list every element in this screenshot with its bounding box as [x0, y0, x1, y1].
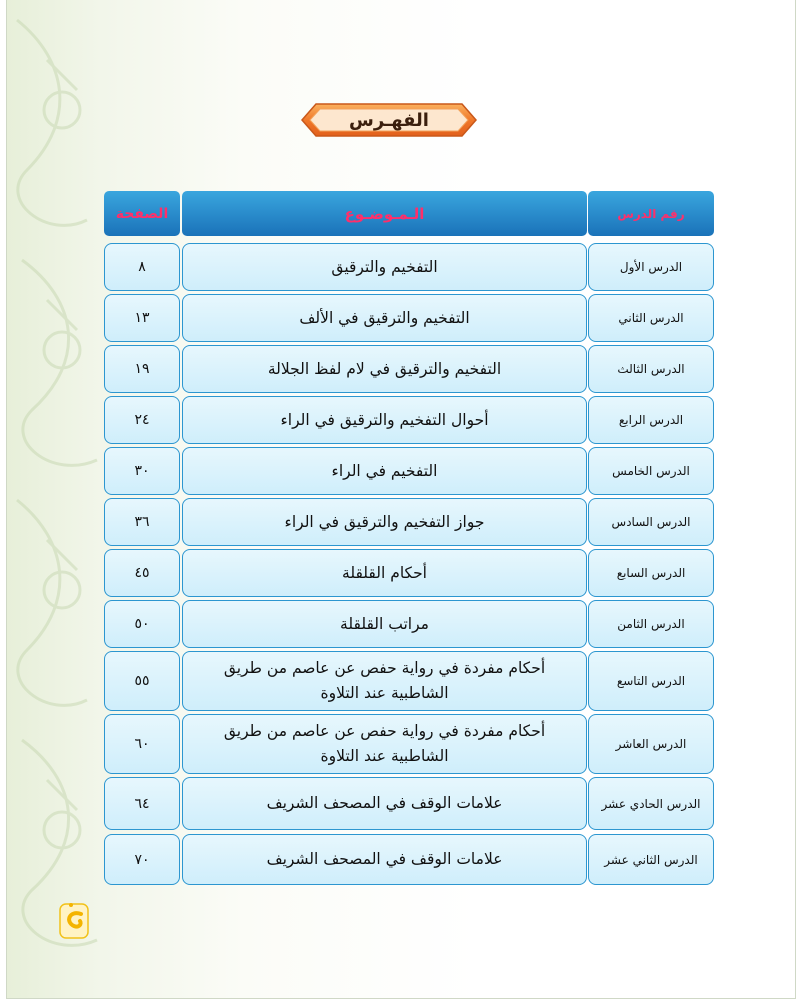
row-topic: التفخيم في الراء: [182, 447, 587, 495]
row-page: ٢٤: [104, 396, 180, 444]
row-topic: أحكام مفردة في رواية حفص عن عاصم من طريق الشاطبية عند التلاوة: [182, 714, 587, 774]
row-lesson: الدرس التاسع: [588, 651, 714, 711]
row-topic: أحكام مفردة في رواية حفص عن عاصم من طريق الشاطبية عند التلاوة: [182, 651, 587, 711]
publisher-logo-icon: [59, 900, 89, 940]
row-topic: التفخيم والترقيق: [182, 243, 587, 291]
row-page: ٨: [104, 243, 180, 291]
row-page: ١٩: [104, 345, 180, 393]
row-lesson: الدرس السادس: [588, 498, 714, 546]
row-lesson: الدرس الثامن: [588, 600, 714, 648]
header-lesson: رقم الدرس: [588, 191, 714, 236]
row-lesson: الدرس العاشر: [588, 714, 714, 774]
row-page: ٥٥: [104, 651, 180, 711]
row-topic: أحوال التفخيم والترقيق في الراء: [182, 396, 587, 444]
row-topic: علامات الوقف في المصحف الشريف: [182, 777, 587, 830]
row-page: ٦٠: [104, 714, 180, 774]
page: [6, 0, 796, 999]
row-topic: أحكام القلقلة: [182, 549, 587, 597]
row-lesson: الدرس الثاني عشر: [588, 834, 714, 885]
title-ribbon: [294, 100, 484, 140]
row-topic: علامات الوقف في المصحف الشريف: [182, 834, 587, 885]
header-page: الصفحة: [104, 191, 180, 236]
row-lesson: الدرس الثالث: [588, 345, 714, 393]
row-lesson: الدرس الحادي عشر: [588, 777, 714, 830]
page-title: الفهـرس: [349, 109, 429, 131]
row-page: ١٣: [104, 294, 180, 342]
row-topic: التفخيم والترقيق في الألف: [182, 294, 587, 342]
row-page: ٧٠: [104, 834, 180, 885]
row-page: ٥٠: [104, 600, 180, 648]
row-page: ٤٥: [104, 549, 180, 597]
row-topic: التفخيم والترقيق في لام لفظ الجلالة: [182, 345, 587, 393]
row-topic: جواز التفخيم والترقيق في الراء: [182, 498, 587, 546]
row-page: ٣٠: [104, 447, 180, 495]
row-lesson: الدرس الخامس: [588, 447, 714, 495]
header-topic: الـمـوضـوع: [182, 191, 587, 236]
row-lesson: الدرس الثاني: [588, 294, 714, 342]
row-page: ٦٤: [104, 777, 180, 830]
row-topic: مراتب القلقلة: [182, 600, 587, 648]
row-lesson: الدرس الأول: [588, 243, 714, 291]
row-lesson: الدرس السابع: [588, 549, 714, 597]
row-lesson: الدرس الرابع: [588, 396, 714, 444]
row-page: ٣٦: [104, 498, 180, 546]
